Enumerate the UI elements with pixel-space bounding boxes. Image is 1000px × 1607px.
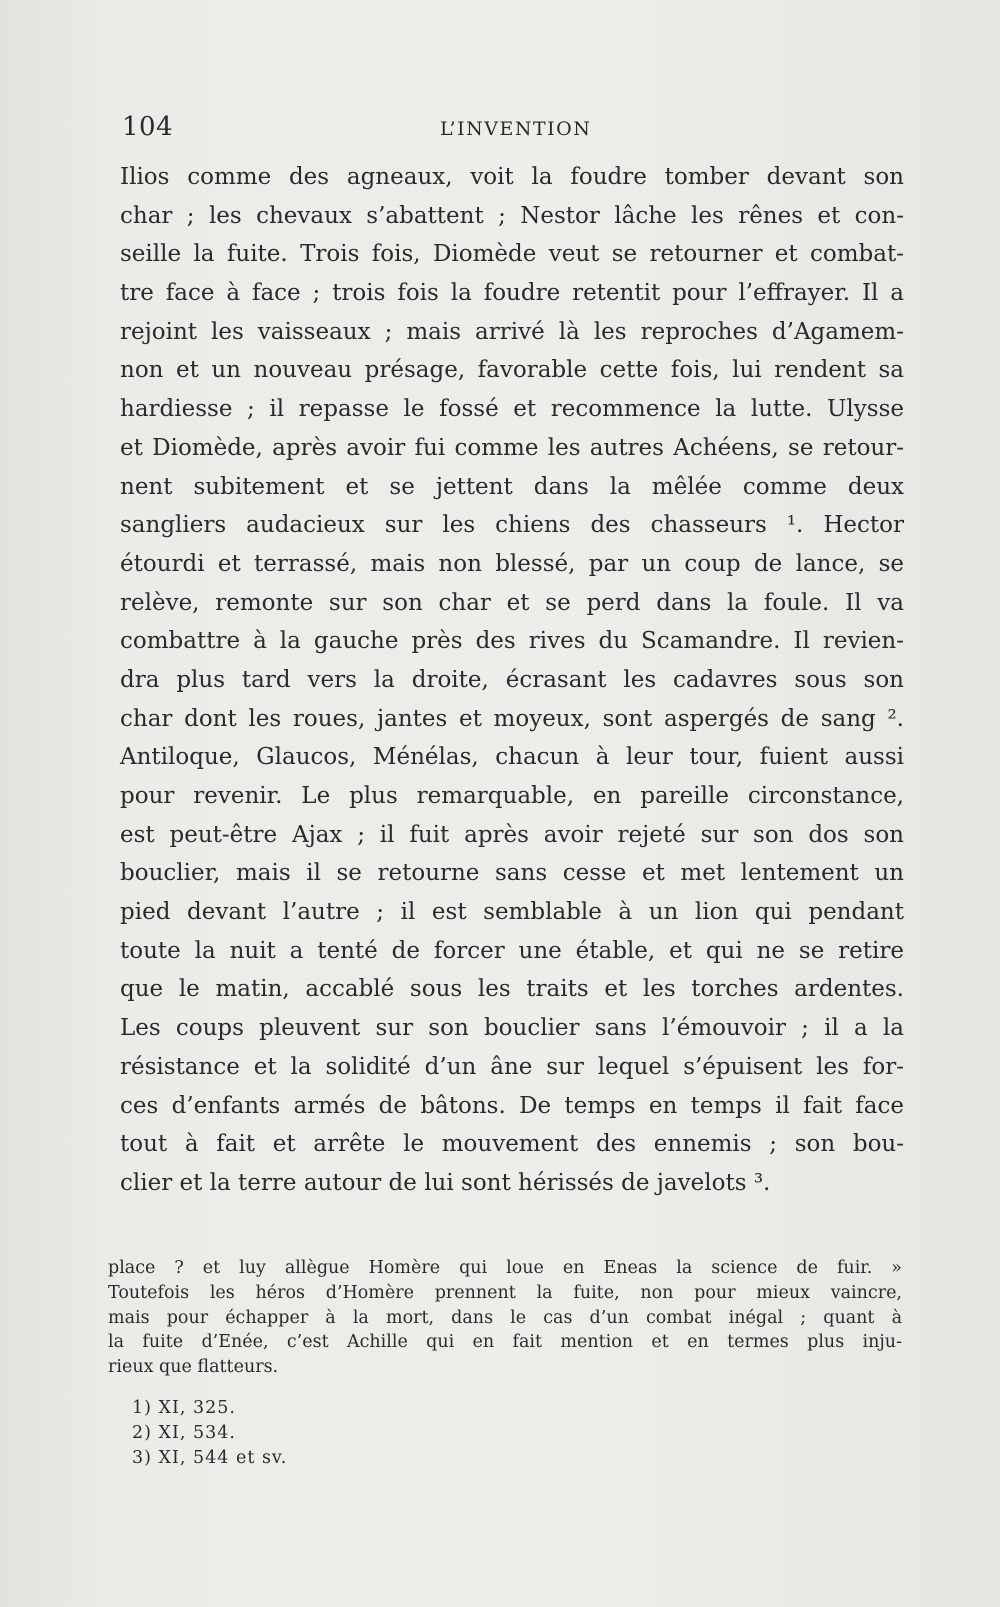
body-line: relève, remonte sur son char et se perd dans la foule. Il va: [120, 589, 904, 616]
body-line: est peut-être Ajax ; il fuit après avoir rejeté sur son dos son: [120, 821, 904, 848]
body-line: pour revenir. Le plus remarquable, en pareille circonstance,: [120, 783, 904, 809]
body-text: [120, 158, 904, 1203]
footnote-references: [132, 1396, 432, 1471]
body-line: résistance et la solidité d’un âne sur lequel s’épuisent les for-: [120, 1053, 904, 1080]
footnote-line: place ? et luy allègue Homère qui loue en Eneas la science de fuir. »: [108, 1258, 902, 1278]
body-line: dra plus tard vers la droite, écrasant les cadavres sous son: [120, 666, 904, 693]
body-line: que le matin, accablé sous les traits et les torches ardentes.: [120, 976, 904, 1003]
footnote-ref-2: 2) XI, 534.: [132, 1423, 236, 1443]
footnote-line: mais pour échapper à la mort, dans le cas d’un combat inégal ; quant à: [108, 1307, 902, 1328]
page-header: [122, 112, 900, 148]
page-number: 104: [122, 112, 174, 142]
body-line: nent subitement et se jettent dans la mêlée comme deux: [120, 473, 904, 500]
footnote-ref-1: 1) XI, 325.: [132, 1398, 236, 1418]
body-line: clier et la terre autour de lui sont hérissés de javelots ³.: [120, 1169, 771, 1196]
body-line: combattre à la gauche près des rives du Scamandre. Il revien-: [120, 628, 904, 655]
body-line: étourdi et terrassé, mais non blessé, par un coup de lance, se: [120, 550, 904, 577]
body-line: sangliers audacieux sur les chiens des chasseurs ¹. Hector: [120, 512, 904, 539]
body-line: rejoint les vaisseaux ; mais arrivé là les reproches d’Agamem-: [120, 318, 904, 345]
body-line: pied devant l’autre ; il est semblable à un lion qui pendant: [120, 899, 904, 926]
running-title: L’INVENTION: [440, 118, 592, 140]
body-line: seille la fuite. Trois fois, Diomède veut se retourner et combat-: [120, 241, 904, 268]
body-line: toute la nuit a tenté de forcer une étable, et qui ne se retire: [120, 937, 904, 964]
footnote-line: Toutefois les héros d’Homère prennent la fuite, non pour mieux vaincre,: [108, 1282, 902, 1303]
footnote-continuation: [108, 1256, 902, 1380]
body-line: Antiloque, Glaucos, Ménélas, chacun à leur tour, fuient aussi: [120, 744, 904, 771]
body-line: Les coups pleuvent sur son bouclier sans l’émouvoir ; il a la: [120, 1015, 904, 1042]
body-line: tout à fait et arrête le mouvement des ennemis ; son bou-: [120, 1131, 904, 1158]
body-line: non et un nouveau présage, favorable cette fois, lui rendent sa: [120, 357, 904, 384]
body-line: Ilios comme des agneaux, voit la foudre tomber devant son: [120, 164, 904, 190]
body-line: bouclier, mais il se retourne sans cesse et met lentement un: [120, 860, 904, 887]
footnote-ref-3: 3) XI, 544 et sv.: [132, 1448, 288, 1468]
body-line: char dont les roues, jantes et moyeux, sont aspergés de sang ².: [120, 705, 904, 732]
body-line: ces d’enfants armés de bâtons. De temps en temps il fait face: [120, 1092, 904, 1119]
footnote-line: rieux que flatteurs.: [108, 1357, 279, 1378]
body-line: hardiesse ; il repasse le fossé et recommence la lutte. Ulysse: [120, 396, 904, 423]
body-line: char ; les chevaux s’abattent ; Nestor lâche les rênes et con-: [120, 202, 904, 229]
body-line: et Diomède, après avoir fui comme les autres Achéens, se retour-: [120, 434, 904, 461]
body-line: tre face à face ; trois fois la foudre retentit pour l’effrayer. Il a: [120, 280, 904, 307]
footnote-line: la fuite d’Enée, c’est Achille qui en fait mention et en termes plus inju-: [108, 1332, 902, 1353]
